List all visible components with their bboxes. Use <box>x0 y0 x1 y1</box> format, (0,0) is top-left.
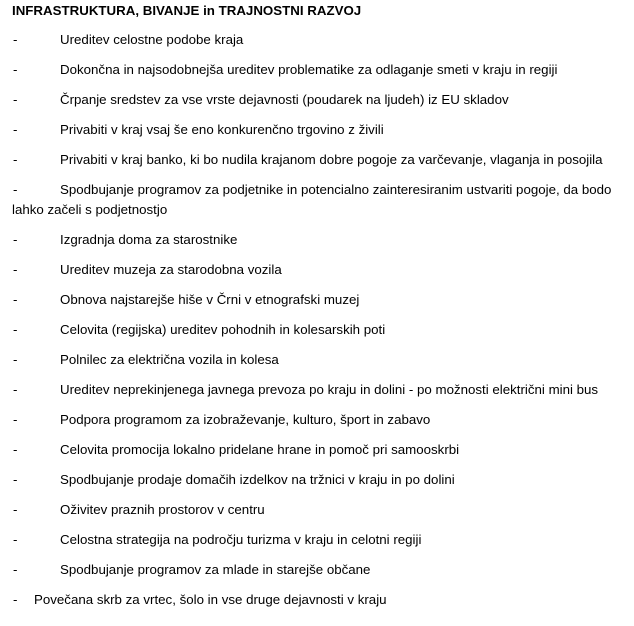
list-item-text: Celovita promocija lokalno pridelane hrane in pomoč pri samooskrbi <box>60 442 460 457</box>
dash-bullet-icon: - <box>13 62 18 77</box>
list-item-text: Spodbujanje prodaje domačih izdelkov na tržnici v kraju in po dolini <box>60 472 455 487</box>
dash-bullet-icon: - <box>13 292 18 307</box>
list-item-text: Ureditev muzeja za starodobna vozila <box>60 262 282 277</box>
list-item <box>12 590 624 610</box>
list-item-text: Celostna strategija na področju turizma v kraju in celotni regiji <box>60 532 422 547</box>
dash-bullet-icon: - <box>13 412 18 427</box>
dash-bullet-icon: - <box>13 122 18 137</box>
dash-bullet-icon: - <box>13 232 18 247</box>
list-item <box>12 30 624 50</box>
dash-bullet-icon: - <box>13 502 18 517</box>
list-item <box>12 500 624 520</box>
dash-bullet-icon: - <box>13 592 18 607</box>
dash-bullet-icon: - <box>13 352 18 367</box>
dash-bullet-icon: - <box>13 442 18 457</box>
dash-bullet-icon: - <box>13 32 18 47</box>
dash-bullet-icon: - <box>13 532 18 547</box>
dash-bullet-icon: - <box>13 92 18 107</box>
list-item-text: Ureditev neprekinjenega javnega prevoza po kraju in dolini - po možnosti električni mini bus <box>60 382 599 397</box>
list-item <box>12 470 624 490</box>
document-page <box>12 0 624 620</box>
list-item-text: Celovita (regijska) ureditev pohodnih in kolesarskih poti <box>60 322 386 337</box>
list-item <box>12 60 624 80</box>
list-item-text: Privabiti v kraj vsaj še eno konkurenčno trgovino z živili <box>60 122 384 137</box>
list-item <box>12 150 624 170</box>
list-item-text: Spodbujanje programov za mlade in starejše občane <box>60 562 371 577</box>
list-item <box>12 290 624 310</box>
list-item-text: Oživitev praznih prostorov v centru <box>60 502 265 517</box>
list-item-text: Privabiti v kraj banko, ki bo nudila krajanom dobre pogoje za varčevanje, vlaganja in posojila <box>60 152 603 167</box>
list-item <box>12 90 624 110</box>
list-item-text: Spodbujanje programov za podjetnike in potencialno zainteresiranim ustvariti pogoje, da bodo lahko začeli s podjetnostjo <box>12 182 612 217</box>
list-item-text: Povečana skrb za vrtec, šolo in vse druge dejavnosti v kraju <box>34 592 387 607</box>
list-item-text: Črpanje sredstev za vse vrste dejavnosti (poudarek na ljudeh) iz EU skladov <box>60 92 509 107</box>
dash-bullet-icon: - <box>13 562 18 577</box>
list-item-text: Podpora programom za izobraževanje, kulturo, šport in zabavo <box>60 412 431 427</box>
list-item <box>12 530 624 550</box>
list-item-text: Obnova najstarejše hiše v Črni v etnografski muzej <box>60 292 360 307</box>
dash-bullet-icon: - <box>13 152 18 167</box>
list-item <box>12 260 624 280</box>
list-item <box>12 180 624 220</box>
list-item <box>12 440 624 460</box>
dash-bullet-icon: - <box>13 182 18 197</box>
dash-bullet-icon: - <box>13 322 18 337</box>
list-item <box>12 230 624 250</box>
list-item <box>12 320 624 340</box>
list-item-text: Polnilec za električna vozila in kolesa <box>60 352 279 367</box>
list-item <box>12 120 624 140</box>
list-item-text: Izgradnja doma za starostnike <box>60 232 238 247</box>
list-item <box>12 560 624 580</box>
section-heading: INFRASTRUKTURA, BIVANJE in TRAJNOSTNI RAZVOJ <box>12 3 362 18</box>
dash-bullet-icon: - <box>13 382 18 397</box>
list-item-text: Ureditev celostne podobe kraja <box>60 32 244 47</box>
list-item-text: Dokončna in najsodobnejša ureditev problematike za odlaganje smeti v kraju in regiji <box>60 62 558 77</box>
dash-bullet-icon: - <box>13 472 18 487</box>
list-item <box>12 410 624 430</box>
dash-bullet-icon: - <box>13 262 18 277</box>
list-item <box>12 350 624 370</box>
list-item <box>12 380 624 400</box>
